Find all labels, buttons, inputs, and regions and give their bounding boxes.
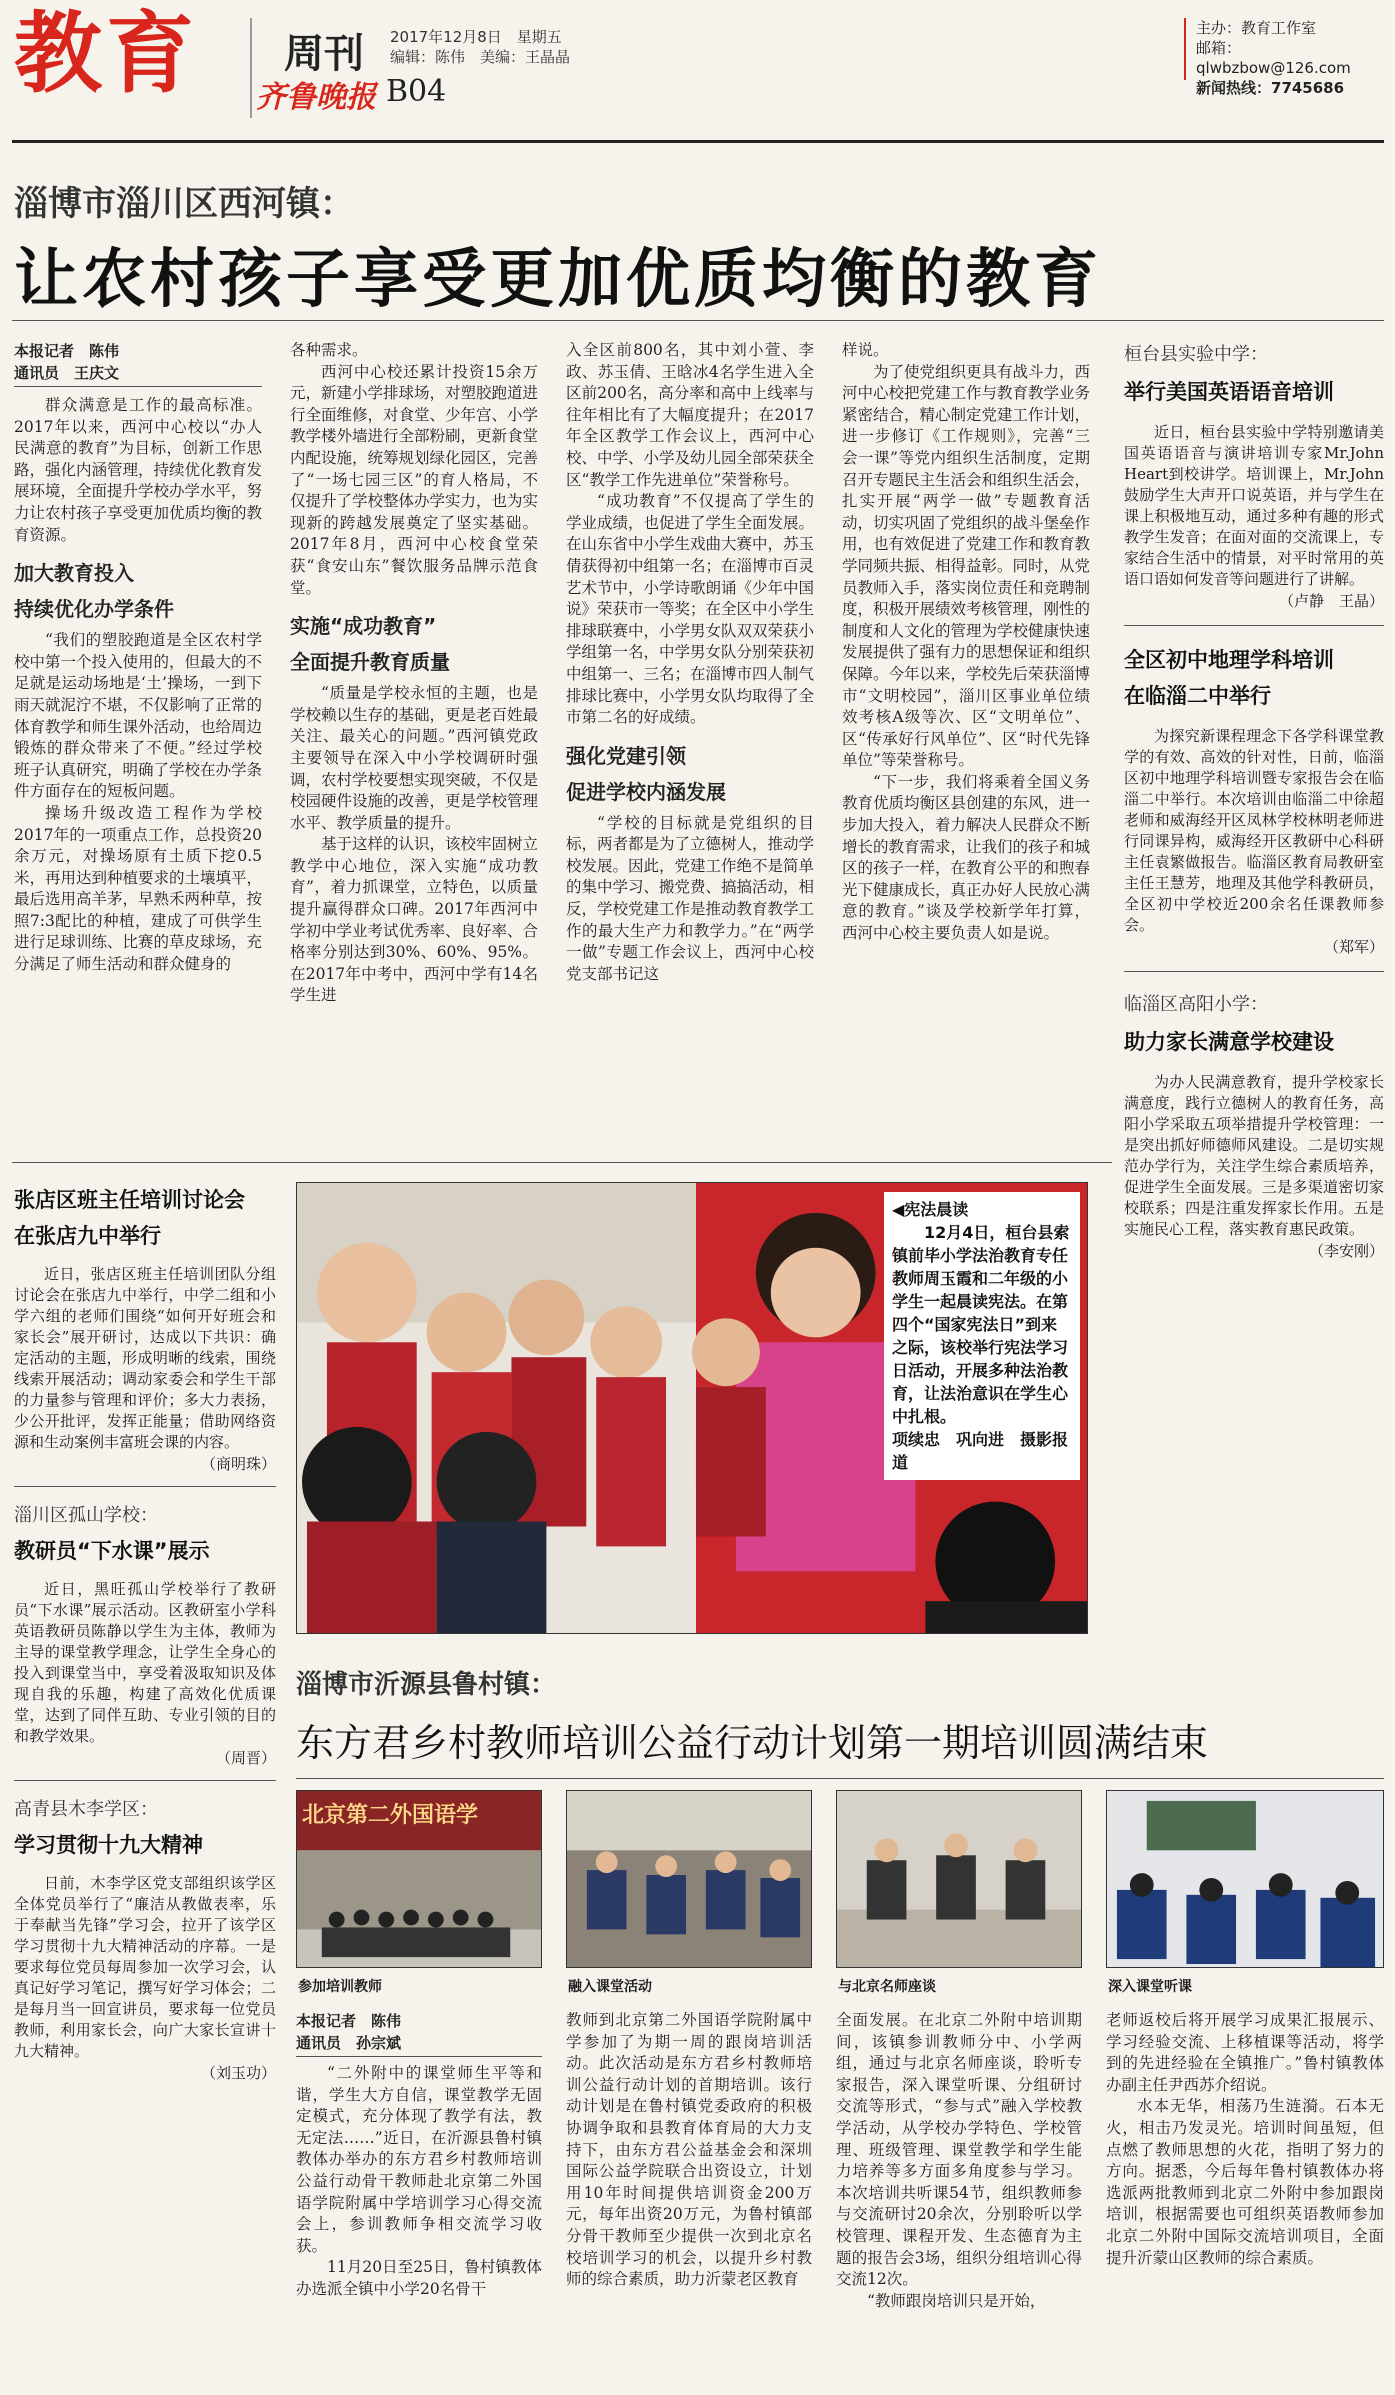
lead-column-3	[566, 340, 814, 985]
news6-body: 日前，木李学区党支部组织该学区全体党员举行了“廉洁从教做表率，乐于奉献当先锋”学习会，拉开了该学区学习贯彻十九大精神活动的序幕。一是要求每位党员每周参加一次学习会，认真记好学习笔记，撰写好学习体会；二是每月当一回宣讲员，要求每一位党员教师，利用家长会，向广大家长宣讲十九大精神。	[14, 1874, 276, 2060]
subhead-2a: 实施“成功教育”	[290, 614, 437, 639]
email-line[interactable]: 邮箱：qlwbzbow@126.com	[1196, 39, 1351, 77]
lead-column-4	[842, 340, 1090, 945]
news5-body: 近日，黑旺孤山学校举行了教研员“下水课”展示活动。区教研室小学科英语教研员陈静以学生为主体，教师为主导的课堂教学理念，让学生全身心的投入到课堂当中，享受着汲取知识及体现自我的乐趣，构建了高效化优质课堂，达到了同伴互助、专业引领的目的和教学效果。	[14, 1580, 276, 1745]
divider	[1124, 625, 1384, 626]
paragraph: 操场升级改造工程作为学校2017年的一项重点工作，总投资20余万元，对操场原有土质下挖0.5米，再用达到种植要求的土壤填平，最后选用高羊茅，早熟禾两种草，按照7:3配比的种植，建成了可供学生进行足球训练、比赛的草皮球场，充分满足了师生活动和群众健身的	[14, 803, 263, 974]
news4-headline-2: 在张店九中举行	[14, 1224, 161, 1248]
second-headline: 东方君乡村教师培训公益行动计划第一期培训圆满结束	[296, 1721, 1209, 1765]
news3-kicker: 临淄区高阳小学：	[1124, 994, 1268, 1015]
subhead-2b: 全面提升教育质量	[290, 650, 450, 675]
divider	[1124, 971, 1384, 972]
news5-headline: 教研员“下水课”展示	[14, 1539, 210, 1563]
editors-line: 编辑：陈伟 美编：王晶晶	[390, 48, 571, 66]
masthead-weekly: 周刊	[284, 31, 364, 77]
paragraph: 样说。	[842, 341, 889, 359]
second-rule	[296, 1778, 1384, 1779]
lead-intro: 群众满意是工作的最高标准。2017年以来，西河中心校以“办人民满意的教育”为目标，创新工作思路，强化内涵管理，持续优化教育发展环境，全面提升学校办学水平，努力让农村孩子享受更加优质均衡的教育资源。	[14, 396, 263, 544]
lead-column-1	[14, 340, 262, 976]
masthead-divider	[250, 18, 252, 118]
headline-rule	[12, 320, 1384, 321]
paragraph: 各种需求。	[290, 341, 368, 359]
left-sidebar	[14, 1184, 276, 2083]
news2-credit: （郑军）	[1323, 938, 1384, 956]
second-column-2	[566, 2010, 812, 2291]
subhead-1a: 加大教育投入	[14, 561, 134, 586]
news1-headline: 举行美国英语语音培训	[1124, 380, 1334, 404]
subhead-1b: 持续优化办学条件	[14, 597, 174, 622]
second-byline-correspondent: 通讯员 孙宗斌	[296, 2032, 542, 2057]
paragraph: “下一步，我们将乘着全国义务教育优质均衡区县创建的东风，进一步加大投入，着力解决人民群众不断增长的教育需求，让我们的孩子和城区的孩子一样，在教育公平的和煦春光下健康成长，真正办好人民放心满意的教育。”谈及学校新学年打算，西河中心校主要负责人如是说。	[842, 772, 1091, 943]
lead-column-2	[290, 340, 538, 1007]
photo-caption	[884, 1192, 1080, 1480]
photo-caption-1: 参加培训教师	[298, 1979, 382, 1995]
photo-caption-2: 融入课堂活动	[568, 1979, 652, 1995]
news4-credit: （商明珠）	[200, 1455, 276, 1473]
news2-body: 为探究新课程理念下各学科课堂教学的有效、高效的针对性，日前，临淄区初中地理学科培训暨专家报告会在临淄二中举行。本次培训由临淄二中徐超老师和威海经开区凤林学校林明老师进行同课异构，威海经开区教研中心科研主任袁繁做报告。临淄区教育局教研室主任王慧芳，地理及其他学科教研员，全区初中学校近200余名任课教师参会。	[1124, 727, 1384, 934]
right-sidebar	[1124, 340, 1384, 1261]
news3-body: 为办人民满意教育，提升学校家长满意度，践行立德树人的教育任务，高阳小学采取五项举措提升学校管理：一是突出抓好师德师风建设。二是切实规范办学行为，关注学生综合素质培养，促进学生全面发展。三是多渠道密切家校联系；四是注重发挥家长作用。五是实施民心工程，落实教育惠民政策。	[1124, 1073, 1384, 1238]
masthead-rule	[12, 140, 1384, 143]
byline-correspondent: 通讯员 王庆文	[14, 362, 262, 387]
news1-credit: （卢静 王晶）	[1278, 592, 1384, 610]
hotline-line: 新闻热线：7745686	[1196, 79, 1345, 97]
news5-credit: （周晋）	[215, 1749, 276, 1767]
news6-credit: （刘玉功）	[200, 2064, 276, 2082]
news2-headline-1: 全区初中地理学科培训	[1124, 648, 1334, 672]
classroom-observation-photo	[1106, 1790, 1384, 1968]
news3-headline: 助力家长满意学校建设	[1124, 1030, 1334, 1054]
paragraph: “我们的塑胶跑道是全区农村学校中第一个投入使用的，但最大的不足就是运动场地是‘土’操场，一到下雨天就泥泞不堪，不仅影响了正常的体育教学和师生课外活动，也给周边锻炼的群众带来了不便。”经过学校班子认真研究，明确了学校在办学条件方面存在的短板问题。	[14, 631, 263, 801]
news4-headline-1: 张店区班主任培训讨论会	[14, 1188, 245, 1212]
second-byline-reporter: 本报记者 陈伟	[296, 2012, 402, 2030]
news4-body: 近日，张店区班主任培训团队分组讨论会在张店九中举行，中学二组和小学六组的老师们围绕“如何开好班会和家长会”展开研讨，达成以下共识：确定活动的主题，形成明晰的线索，围绕线索开展活动；调动家委会和学生干部的力量参与管理和评价；多大力表扬，少公开批评，发挥正能量；借助网络资源和生动案例丰富班会课的内容。	[14, 1265, 276, 1451]
paragraph: “质量是学校永恒的主题，也是学校赖以生存的基础，更是老百姓最关注、最关心的问题。”西河镇党政主要领导在深入中小学校调研时强调，农村学校要想实现突破，不仅是校园硬件设施的改善，更是学校管理水平、教学质量的提升。	[290, 684, 539, 832]
news2-headline-2: 在临淄二中举行	[1124, 684, 1271, 708]
host-line: 主办：教育工作室	[1196, 19, 1317, 37]
divider	[14, 1780, 276, 1781]
photo-caption-4: 深入课堂听课	[1108, 1979, 1192, 1995]
news5-kicker: 淄川区孤山学校：	[14, 1505, 158, 1526]
paragraph: “二外附中的课堂师生平等和谐，学生大方自信，课堂教学无固定模式，充分体现了教学有法，教无定法……”近日，在沂源县鲁村镇教体办举办的东方君乡村教师培训公益行动骨干教师赴北京第二外国语学院附属中学培训学习心得交流会上，参训教师争相交流学习收获。	[296, 2064, 542, 2255]
newspaper-logo: 齐鲁晚报	[256, 80, 376, 115]
paragraph: 为了使党组织更具有战斗力，西河中心校把党建工作与教育教学业务紧密结合，精心制定党建工作计划，进一步修订《工作规则》，完善“三会一课”等党内组织生活制度，定期召开专题民主生活会和组织生活会，扎实开展“两学一做”专题教育活动，切实巩固了党组织的战斗堡垒作用，也有效促进了党建工作和教育教学同频共振、相得益彰。同时，从党员教师入手，落实岗位责任和竞聘制度，积极开展绩效考核管理，刚性的制度和人文化的管理为学校健康快速发展提供了强有力的思想保证和组织保障。今年以来，学校先后荣获淄博市“文明校园”，淄川区事业单位绩效考核A级等次、区“文明单位”、区“传承好行风单位”、区“时代先锋单位”等荣誉称号。	[842, 362, 1091, 770]
news6-kicker: 高青县木李学区：	[14, 1799, 158, 1820]
second-column-3	[836, 2010, 1082, 2312]
school-banner-text: 北京第二外国语学	[302, 1803, 479, 1828]
issue-date: 2017年12月8日 星期五	[390, 28, 562, 46]
news3-credit: （李安刚）	[1308, 1242, 1384, 1260]
paragraph: “教师跟岗培训只是开始，	[867, 2291, 1046, 2310]
paragraph: 教师到北京第二外国语学院附属中学参加了为期一周的跟岗培训活动。此次活动是东方君乡村教师培训公益行动计划的首期培训。该行动计划是在鲁村镇党委政府的积极协调争取和县教育体育局的大力支持下，由东方君公益基金会和深圳国际公益学院联合出资设立，计划用10年时间提供培训资金200万元，每年出资20万元，为鲁村镇部分骨干教师至少提供一次到北京名校培训学习的机会，以提升乡村教师的综合素质，助力沂蒙老区教育	[566, 2011, 812, 2289]
contact-info	[1196, 18, 1395, 98]
section-rule	[12, 1162, 1112, 1163]
lead-headline: 让农村孩子享受更加优质均衡的教育	[14, 243, 1102, 317]
second-column-4	[1106, 2010, 1384, 2269]
news1-kicker: 桓台县实验中学：	[1124, 344, 1268, 365]
second-column-1	[296, 2010, 542, 2301]
second-kicker: 淄博市沂源县鲁村镇：	[296, 1670, 557, 1700]
paragraph: 基于这样的认识，该校牢固树立教学中心地位，深入实施“成功教育”，着力抓课堂，立特色，以质量提升赢得群众口碑。2017年西河中学初中学业考试优秀率、良好率、合格率分别达到30%、60%、95%。在2017年中考中，西河中学有14名学生进	[290, 835, 539, 1005]
paragraph: “学校的目标就是党组织的目标，两者都是为了立德树人，推动学校发展。因此，党建工作绝不是简单的集中学习、搬党费、搞搞活动，相反，学校党建工作是推动教育教学工作的最大生产力和教学力。”在“两学一做”专题工作会议上，西河中心校党支部书记这	[566, 813, 815, 983]
lead-kicker: 淄博市淄川区西河镇：	[14, 184, 354, 224]
subhead-3a: 强化党建引领	[566, 743, 686, 768]
paragraph: 老师返校后将开展学习成果汇报展示、学习经验交流、上移植课等活动，将学到的先进经验在全镇推广。”鲁村镇教体办副主任尹西苏介绍说。	[1106, 2011, 1384, 2094]
masthead-title: 教育	[14, 2, 199, 105]
divider	[14, 1486, 276, 1487]
news1-body: 近日，桓台县实验中学特别邀请美国英语语音与演讲培训专家Mr.John Heart到校讲学。培训课上，Mr.John鼓励学生大声开口说英语，并与学生在课上积极地互动，通过多种有趣的形式教学生发音；在面对面的交流课上，专家结合生活中的情景，对平时常用的英语口语如何发音等问题进行了讲解。	[1124, 423, 1384, 588]
news6-headline: 学习贯彻十九大精神	[14, 1833, 203, 1857]
teacher-seminar-photo	[836, 1790, 1082, 1968]
caption-body: 12月4日，桓台县索镇前毕小学法治教育专任教师周玉霞和二年级的小学生一起晨读宪法。在第四个“国家宪法日”到来之际，该校举行宪法学习日活动，开展多种法治教育，让法治意识在学生心中扎根。	[892, 1223, 1070, 1426]
classroom-activity-photo	[566, 1790, 812, 1968]
paragraph: 入全区前800名，其中刘小萱、李政、苏玉倩、王晗冰4名学生进入全区前200名，高分率和高中上线率与往年相比有了大幅度提升；在2017年全区教学工作会议上，西河中心校、中学、小学及幼儿园全部荣获全区“教学工作先进单位”荣誉称号。	[566, 341, 815, 489]
byline-reporter: 本报记者 陈伟	[14, 342, 120, 360]
paragraph: “成功教育”不仅提高了学生的学业成绩，也促进了学生全面发展。在山东省中小学生戏曲大赛中，苏玉倩获得初中组第一名；在淄博市百灵艺术节中，小学诗歌朗诵《少年中国说》荣获市一等奖；在全区中小学生排球联赛中，小学男女队双双荣获小学组第一名，中学男女队分别荣获初中组第一、三名；在淄博市四人制气排球比赛中，小学男女队均取得了全市第二名的好成绩。	[566, 492, 815, 727]
photo-caption-3: 与北京名师座谈	[838, 1979, 936, 1995]
paragraph: 水本无华，相荡乃生涟漪。石本无火，相击乃发灵光。培训时间虽短，但点燃了教师思想的火花，指明了努力的方向。据悉，今后每年鲁村镇教体办将选派两批教师到北京二外附中参加跟岗培训，根据需要也可组织英语教师参加北京二外附中国际交流培训项目，全面提升沂蒙山区教师的综合素质。	[1106, 2097, 1384, 2267]
paragraph: 全面发展。在北京二外附中培训期间，该镇参训教师分中、小学两组，通过与北京名师座谈，聆听专家报告，深入课堂听课、分组研讨交流等形式，“参与式”融入学校教学活动，从学校办学特色、学校管理、班级管理、课堂教学和学生能力培养等多方面多角度参与学习。本次培训共听课54节，组织教师参与交流研讨20余次，分别聆听以学校管理、课程开发、生态德育为主题的报告会3场，组织分组培训心得交流12次。	[836, 2011, 1082, 2289]
subhead-3b: 促进学校内涵发展	[566, 779, 726, 804]
paragraph: 11月20日至25日，鲁村镇教体办选派全镇中小学20名骨干	[296, 2258, 542, 2298]
caption-credit: 项续忠 巩向进 摄影报道	[892, 1430, 1069, 1472]
paragraph: 西河中心校还累计投资15余万元，新建小学排球场，对塑胶跑道进行全面维修，对食堂、少年宫、小学教学楼外墙进行全部粉刷，更新食堂内配设施，统筹规划绿化园区，完善了“一场七园三区”的育人格局，不仅提升了学校整体办学实力，也为实现新的跨越发展奠定了坚实基础。2017年8月，西河中心校食堂荣获“食安山东”餐饮服务品牌示范食堂。	[290, 362, 539, 597]
caption-title: ◀宪法晨读	[892, 1200, 969, 1219]
page-number: B04	[386, 74, 447, 109]
